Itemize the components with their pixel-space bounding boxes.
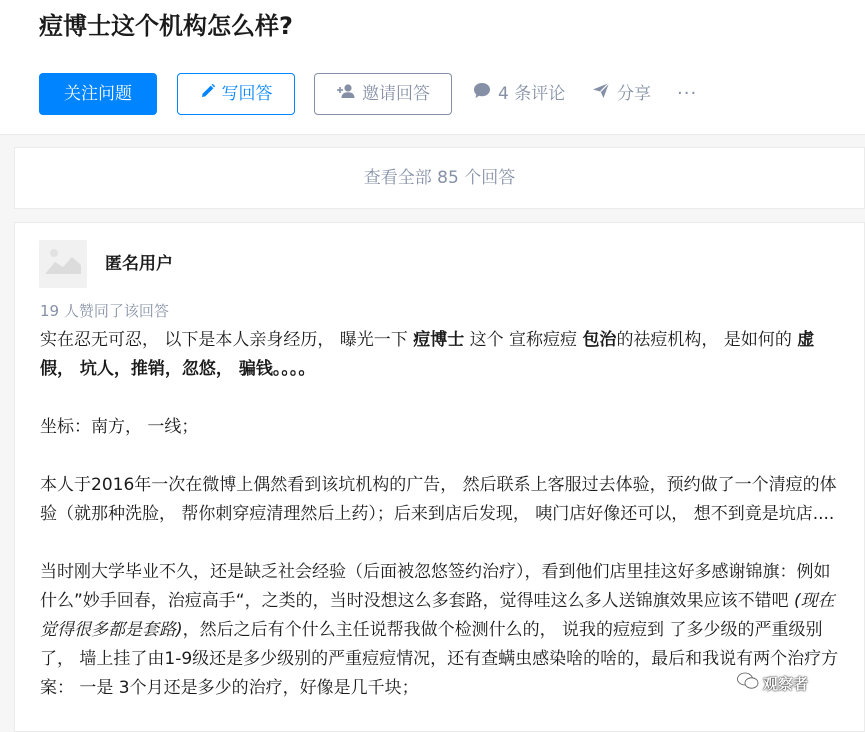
answer-bold-text: 包治 bbox=[582, 330, 617, 350]
comments-button[interactable] bbox=[473, 73, 565, 115]
answer-text: ，然后之后有个什么主任说帮我做个检测什么的， 说我的痘痘到 了多少级的严重级别了， 墙上挂了由1-9级还是多少级别的严重痘痘情况，还有查螨虫感染啥的啥的，最后和我说有两个治疗方案： 一是 3个月还是多少的治疗，好像是几千块； bbox=[40, 620, 839, 698]
answer-text: 这个 宣称痘痘 bbox=[464, 330, 583, 350]
answer-text: 的祛痘机构， 是如何的 bbox=[616, 330, 798, 350]
invite-answer-button[interactable] bbox=[314, 73, 452, 115]
answer-italic-text: (现在觉得很多都是套路) bbox=[40, 591, 835, 640]
follow-question-button[interactable]: 关注问题 bbox=[39, 73, 157, 115]
invite-answer-label: 邀请回答 bbox=[362, 84, 430, 104]
watermark-text: 观察者 bbox=[763, 675, 809, 693]
answer-paragraph: 本人于2016年一次在微博上偶然看到该坑机构的广告， 然后联系上客服过去体验，预约做了一个清痘的体验（就那种洗脸， 帮你刺穿痘清理然后上药）；后来到店后发现， 咦门店好像还可以， 想不到竟是坑店.... bbox=[40, 475, 837, 524]
answer-paragraph: 坐标：南方， 一线； bbox=[40, 417, 199, 437]
watermark bbox=[737, 672, 808, 696]
answer-paragraph bbox=[40, 326, 845, 384]
answer-content bbox=[40, 326, 845, 732]
comment-icon bbox=[473, 73, 491, 115]
write-answer-label: 写回答 bbox=[221, 84, 273, 104]
paper-plane-icon bbox=[592, 73, 610, 115]
avatar[interactable] bbox=[39, 240, 87, 288]
answer-paragraph bbox=[40, 558, 845, 703]
pencil-icon bbox=[200, 74, 216, 114]
answer-text: 当时刚大学毕业不久，还是缺乏社会经验（后面被忽悠签约治疗），看到他们店里挂这好多感谢锦旗：例如什么”妙手回春，治痘高手“，之类的，当时没想这么多套路，觉得哇这么多人送锦旗效果应该不错吧 bbox=[40, 562, 831, 611]
answer-bold-text: 痘博士 bbox=[413, 330, 465, 350]
share-label: 分享 bbox=[617, 84, 651, 104]
share-button[interactable] bbox=[592, 73, 651, 115]
answer-text: 实在忍无可忍， 以下是本人亲身经历， 曝光一下 bbox=[40, 330, 414, 350]
add-user-icon bbox=[336, 74, 356, 114]
answer-card bbox=[14, 222, 865, 732]
write-answer-button[interactable] bbox=[177, 73, 295, 115]
question-title[interactable]: 痘博士这个机构怎么样? bbox=[39, 12, 293, 40]
wechat-icon bbox=[737, 672, 759, 697]
question-header bbox=[0, 0, 865, 135]
vote-count: 19 人赞同了该回答 bbox=[40, 302, 169, 320]
answer-bold-text: 虚假， 坑人，推销，忽悠， 骗钱。。。。 bbox=[40, 330, 815, 379]
question-actions bbox=[39, 73, 859, 115]
view-all-answers-button[interactable]: 查看全部 85 个回答 bbox=[14, 147, 865, 209]
author-name: 匿名用户 bbox=[105, 254, 173, 274]
more-options-button[interactable]: ··· bbox=[677, 83, 698, 104]
comments-label: 4 条评论 bbox=[498, 84, 566, 104]
